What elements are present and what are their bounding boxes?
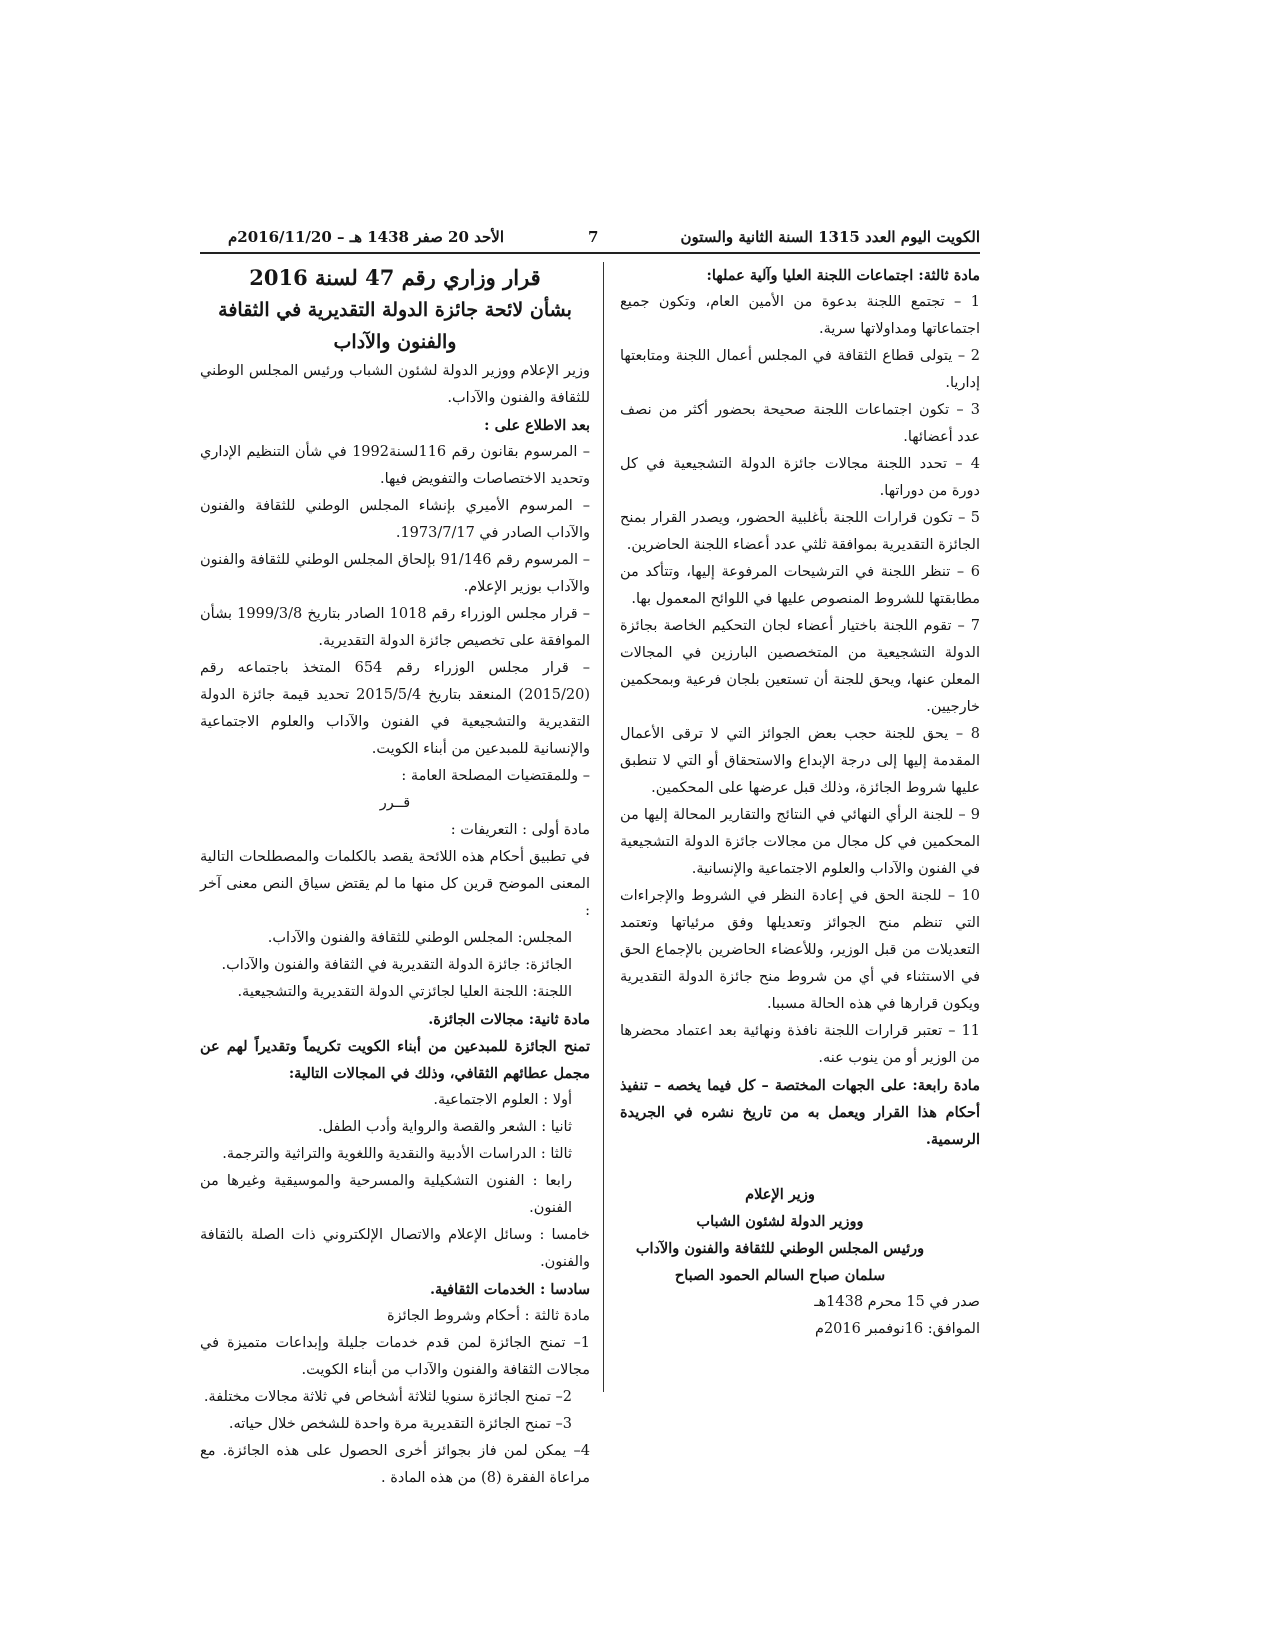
page-header [200, 228, 980, 254]
paragraph: – قرار مجلس الوزراء رقم 654 المتخذ باجتماعه رقم (2015/20) المنعقد بتاريخ 2015/5/4 تحديد قيمة جائزة الدولة التقديرية والتشجيعية في الفنون والآداب والعلوم الاجتماعية والإنسانية للمبدعين من أبناء الكويت. [200, 660, 591, 757]
signature-line-3: ورئيس المجلس الوطني للثقافة والفنون والآداب [635, 1240, 925, 1257]
signatory-name: سلمان صباح السالم الحمود الصباح [674, 1267, 886, 1284]
paragraph: 9 – للجنة الرأي النهائي في النتائج والتقارير المحالة إليها من المحكمين في كل مجال من مجالات جائزة الدولة التشجيعية في الفنون والآداب والعلوم الاجتماعية والإنسانية. [620, 807, 980, 877]
paragraph: – المرسوم رقم 91/146 بإلحاق المجلس الوطني للثقافة والفنون والآداب بوزير الإعلام. [200, 552, 590, 595]
paragraph: خامسا : وسائل الإعلام والاتصال الإلكتروني ذات الصلة بالثقافة والفنون. [200, 1227, 590, 1270]
paragraph: تمنح الجائزة للمبدعين من أبناء الكويت تكريماً وتقديراً لهم عن مجمل عطائهم الثقافي، وذلك في المجالات التالية: [200, 1038, 590, 1082]
paragraph: ثانيا : الشعر والقصة والرواية وأدب الطفل. [317, 1119, 572, 1135]
paragraph: 11 – تعتبر قرارات اللجنة نافذة ونهائية بعد اعتماد محضرها من الوزير أو من ينوب عنه. [620, 1023, 980, 1066]
paragraph: مادة ثانية: مجالات الجائزة. [428, 1011, 590, 1028]
signature-block [620, 1181, 980, 1343]
paragraph: 5 – تكون قرارات اللجنة بأغلبية الحضور، ويصدر القرار بمنح الجائزة التقديرية بموافقة ثلثي عدد أعضاء اللجنة الحاضرين. [620, 510, 980, 553]
right-column [620, 262, 980, 1343]
paragraph: – المرسوم بقانون رقم 116لسنة1992 في شأن التنظيم الإداري وتحديد الاختصاصات والتفويض فيها. [200, 444, 590, 487]
paragraph: في تطبيق أحكام هذه اللائحة يقصد بالكلمات والمصطلحات التالية المعنى الموضح قرين كل منها ما لم يقتض سياق النص معنى آخر : [200, 849, 590, 919]
paragraph: وزير الإعلام ووزير الدولة لشئون الشباب ورئيس المجلس الوطني للثقافة والفنون والآداب. [200, 363, 590, 406]
paragraph: أولا : العلوم الاجتماعية. [433, 1092, 572, 1108]
decree-title: قرار وزاري رقم 47 لسنة 2016 [249, 265, 541, 290]
paragraph: مادة أولى : التعريفات : [450, 822, 590, 838]
paragraph: 3– تمنح الجائزة التقديرية مرة واحدة للشخص خلال حياته. [228, 1416, 572, 1432]
corresponding-date: الموافق: 16نوفمبر 2016م [814, 1321, 980, 1337]
paragraph: 2 – يتولى قطاع الثقافة في المجلس أعمال اللجنة ومتابعتها إداريا. [620, 348, 980, 391]
paragraph: مادة ثالثة : أحكام وشروط الجائزة [386, 1308, 590, 1324]
paragraph: 1– تمنح الجائزة لمن قدم خدمات جليلة وإبداعات متميزة في مجالات الثقافة والفنون والآداب من أبناء الكويت. [200, 1335, 590, 1378]
paragraph: بعد الاطلاع على : [484, 417, 590, 434]
paragraph: 8 – يحق للجنة حجب بعض الجوائز التي لا ترقى الأعمال المقدمة إليها إلى درجة الإبداع والاستحقاق أو التي لا تنطبق عليها شروط الجائزة، وذلك قبل عرضها على المحكمين. [620, 726, 980, 796]
paragraph: – وللمقتضيات المصلحة العامة : [401, 768, 590, 784]
decree-subtitle: بشأن لائحة جائزة الدولة التقديرية في الثقافة والفنون والآداب [218, 299, 572, 353]
paragraph: رابعا : الفنون التشكيلية والمسرحية والموسيقية وغيرها من الفنون. [200, 1173, 572, 1216]
paragraph: مادة رابعة: على الجهات المختصة – كل فيما يخصه – تنفيذ أحكام هذا القرار ويعمل به من تاريخ نشره في الجريدة الرسمية. [620, 1077, 980, 1148]
paragraph: 4– يمكن لمن فاز بجوائز أخرى الحصول على هذه الجائزة. مع مراعاة الفقرة (8) من هذه المادة . [200, 1443, 590, 1486]
paragraph: اللجنة: اللجنة العليا لجائزتي الدولة التقديرية والتشجيعية. [237, 984, 572, 1000]
paragraph: – قرار مجلس الوزراء رقم 1018 الصادر بتاريخ 1999/3/8 بشأن الموافقة على تخصيص جائزة الدولة التقديرية. [200, 606, 591, 649]
paragraph: 4 – تحدد اللجنة مجالات جائزة الدولة التشجيعية في كل دورة من دوراتها. [620, 456, 980, 499]
article-three-text [620, 262, 980, 1153]
signature-line-2: ووزير الدولة لشئون الشباب [696, 1213, 864, 1230]
paragraph: ثالثا : الدراسات الأدبية والنقدية واللغوية والتراثية والترجمة. [222, 1146, 572, 1162]
issue-date: الأحد 20 صفر 1438 هـ – 2016/11/20م [228, 228, 504, 246]
issued-date: صدر في 15 محرم 1438هـ [814, 1294, 980, 1310]
paragraph: 3 – تكون اجتماعات اللجنة صحيحة بحضور أكثر من نصف عدد أعضائها. [620, 402, 980, 445]
paragraph: 2– تمنح الجائزة سنويا لثلاثة أشخاص في ثلاثة مجالات مختلفة. [203, 1389, 572, 1405]
paragraph: – المرسوم الأميري بإنشاء المجلس الوطني للثقافة والفنون والآداب الصادر في 1973/7/17. [200, 498, 590, 541]
paragraph: 10 – للجنة الحق في إعادة النظر في الشروط والإجراءات التي تنظم منح الجوائز وتعديلها وفق مرئياتها وتعتمد التعديلات من قبل الوزير، وللأعضاء الحاضرين بالإجماع الحق في الاستثناء في أي من شروط منح جائزة الدولة التقديرية ويكون قرارها في هذه الحالة مسببا. [620, 888, 980, 1012]
paragraph: سادسا : الخدمات الثقافية. [429, 1281, 590, 1298]
paragraph: المجلس: المجلس الوطني للثقافة والفنون والآداب. [267, 930, 572, 946]
paragraph: 7 – تقوم اللجنة باختيار أعضاء لجان التحكيم الخاصة بجائزة الدولة التشجيعية من المتخصصين البارزين في المجالات المعلن عنها، ويحق للجنة أن تستعين بلجان فرعية وبمحكمين خارجيين. [620, 618, 980, 715]
left-column [200, 262, 590, 1492]
decree-body [200, 358, 590, 1492]
paragraph: 6 – تنظر اللجنة في الترشيحات المرفوعة إليها، وتتأكد من مطابقتها للشروط المنصوص عليها في اللوائح المعمول بها. [620, 564, 980, 607]
paragraph: مادة ثالثة: اجتماعات اللجنة العليا وآلية عملها: [706, 267, 980, 284]
paragraph: قــرر [379, 795, 411, 811]
paragraph: 1 – تجتمع اللجنة بدعوة من الأمين العام، وتكون جميع اجتماعاتها ومداولاتها سرية. [620, 294, 980, 337]
gazette-issue: الكويت اليوم العدد 1315 السنة الثانية والستون [680, 228, 980, 246]
page-number: 7 [588, 228, 599, 246]
signature-line-1: وزير الإعلام [745, 1186, 815, 1203]
paragraph: الجائزة: جائزة الدولة التقديرية في الثقافة والفنون والآداب. [221, 957, 572, 973]
column-divider [603, 262, 604, 1392]
